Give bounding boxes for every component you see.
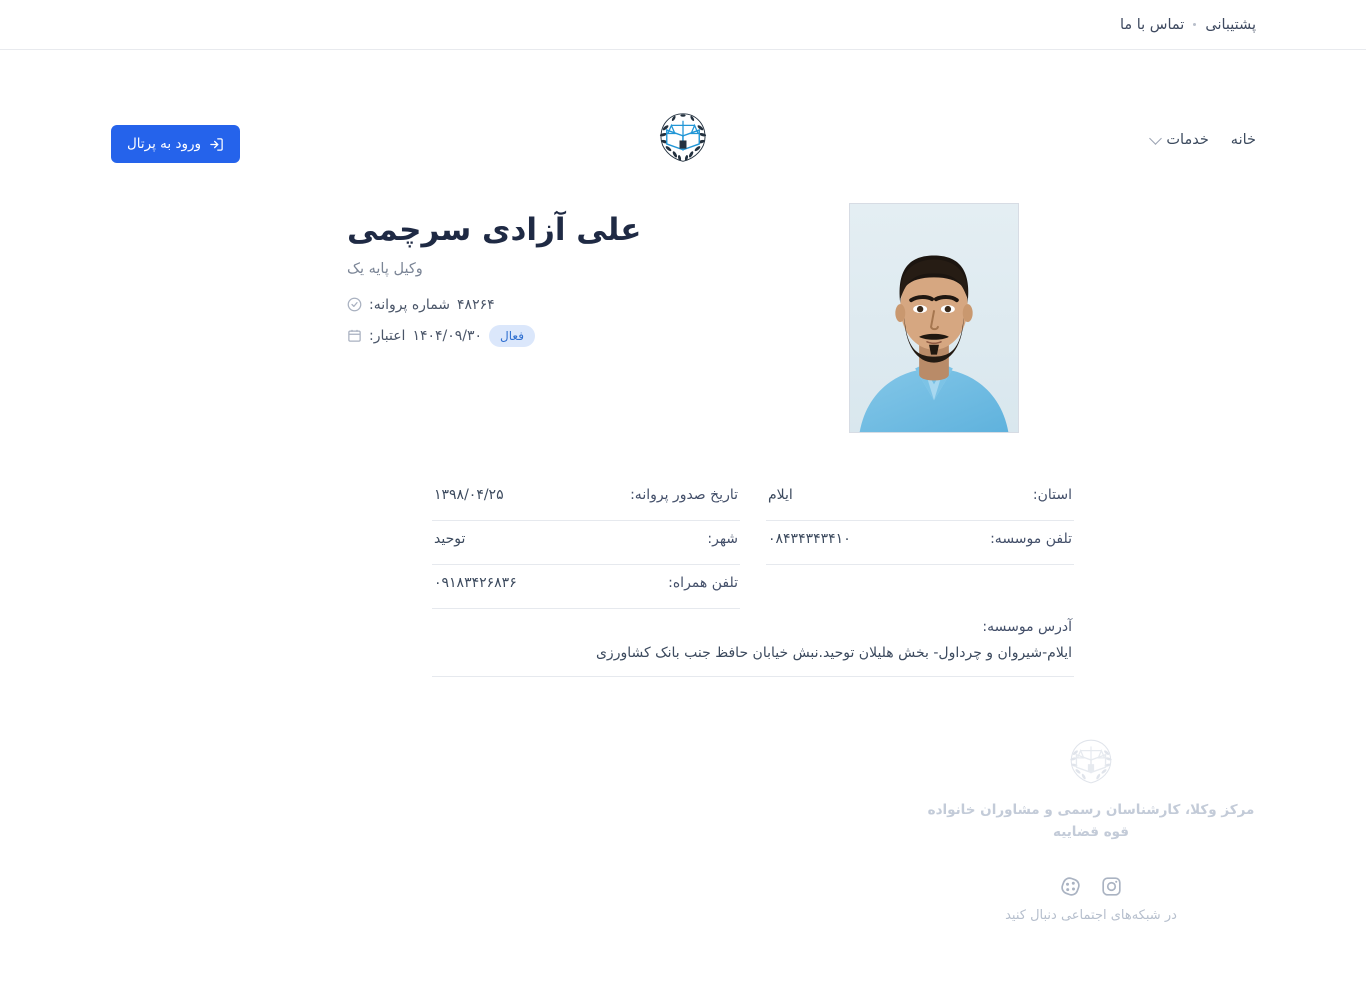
field-city [432,521,740,565]
portal-login-button[interactable] [111,125,240,163]
site-footer [926,735,1256,923]
nav-item-home-label: خانه [1230,132,1256,148]
aparat-icon[interactable] [1060,876,1081,897]
license-validity-row [347,325,819,347]
footer-judiciary-logo-icon [1065,735,1117,787]
field-license-issue-date [432,477,740,521]
field-mobile-phone-label: تلفن همراه: [668,575,738,591]
footer-organization-title: مرکز وکلا، کارشناسان رسمی و مشاوران خانواده قوه قضاییه [927,802,1255,840]
field-province-label: استان: [1032,487,1072,503]
field-office-address-value: ایلام-شیروان و چرداول- بخش هلیلان توحید.نبش خیابان حافظ جنب بانک کشاورزی [595,645,1072,661]
field-office-address-label: آدرس موسسه: [982,619,1072,635]
field-spacer [766,565,1074,609]
license-number-label: شماره پروانه: [369,296,451,313]
field-license-issue-date-label: تاریخ صدور پروانه: [630,487,738,503]
field-province [766,477,1074,521]
field-city-value: توحید [434,531,466,547]
nav-item-services[interactable] [1151,132,1208,148]
login-icon [209,137,224,152]
lawyer-role: وکیل پایه یک [347,260,423,277]
topbar-links [1120,17,1256,33]
field-office-phone [766,521,1074,565]
topbar-separator-dot [1193,23,1196,26]
top-utility-bar [0,0,1366,50]
field-license-issue-date-value: ۱۳۹۸/۰۴/۲۵ [434,487,504,503]
nav-item-services-label: خدمات [1166,132,1209,148]
portal-login-label: ورود به پرتال [127,136,202,152]
license-validity-label: اعتبار: [369,327,406,344]
judiciary-scales-logo-icon[interactable] [654,108,712,166]
profile-text-block [347,203,819,433]
calendar-icon [347,328,362,343]
license-number-row [347,297,819,313]
main-navigation [1151,132,1256,148]
page-content [0,203,1366,677]
field-city-label: شهر: [707,531,738,547]
field-office-phone-label: تلفن موسسه: [990,531,1072,547]
topbar-link-support[interactable]: پشتیبانی [1205,16,1256,33]
profile-header [110,203,1256,433]
site-header [0,50,1366,152]
follow-us-text: در شبکه‌های اجتماعی دنبال کنید [1005,908,1177,924]
lawyer-name: علی آزادی سرچمی [347,212,642,248]
license-validity-value: ۱۴۰۴/۰۹/۳۰ [412,327,483,344]
details-grid [432,477,1074,677]
field-province-value: ایلام [768,487,793,503]
license-number-value: ۴۸۲۶۴ [457,296,495,313]
instagram-icon[interactable] [1101,876,1122,897]
check-circle-icon [347,297,362,312]
social-links [926,876,1256,897]
lawyer-photo [849,203,1019,433]
details-section [432,477,1074,677]
topbar-link-contact-us[interactable]: تماس با ما [1119,16,1185,33]
field-office-phone-value: ۰۸۴۳۴۳۴۳۴۱۰ [768,531,851,547]
field-office-address [432,609,1074,677]
nav-item-home[interactable] [1231,132,1256,148]
field-mobile-phone [432,565,740,609]
chevron-down-icon [1150,132,1163,145]
field-mobile-phone-value: ۰۹۱۸۳۴۲۶۸۳۶ [434,575,517,591]
status-badge: فعال [489,325,535,347]
